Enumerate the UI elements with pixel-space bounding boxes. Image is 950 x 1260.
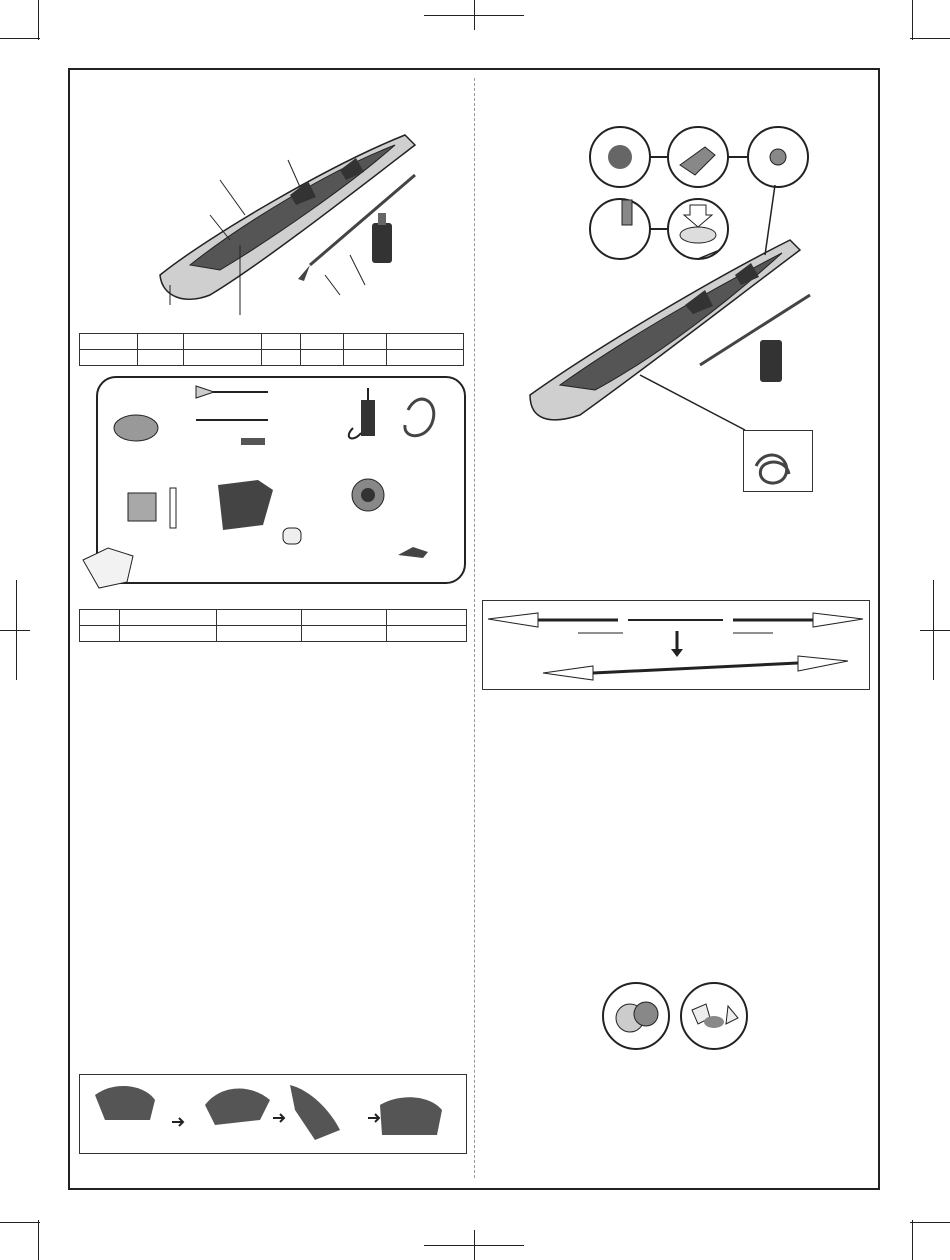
kayak-overview-figure <box>150 125 440 325</box>
crop-mark-tl-v <box>38 0 39 40</box>
crop-mark-bl-h <box>0 1222 40 1223</box>
crop-mark-br-h <box>910 1222 950 1223</box>
crop-mark-right-mid-h <box>920 630 950 631</box>
crop-mark-tl-h <box>0 38 40 39</box>
crop-mark-tr-h <box>910 38 950 39</box>
crop-mark-left-mid-h <box>0 630 30 631</box>
crop-mark-tr-v <box>912 0 913 40</box>
table-row <box>80 626 467 642</box>
crop-mark-bl-v <box>38 1220 39 1260</box>
table-row <box>80 610 467 626</box>
tow-rope-icon <box>748 436 808 486</box>
crop-mark-bottom-center-h <box>424 1245 524 1246</box>
spec-table-2 <box>79 609 467 642</box>
package-contents-figure <box>78 380 468 590</box>
crop-mark-top-center-h <box>424 15 524 16</box>
column-divider <box>474 78 475 1178</box>
paddle-assembly-figure <box>483 601 869 689</box>
valve-closure-figure <box>600 980 750 1052</box>
table-row <box>80 334 464 350</box>
spec-table-1 <box>79 333 464 366</box>
fin-installation-figure <box>80 1075 466 1153</box>
crop-mark-br-v <box>912 1220 913 1260</box>
table-row <box>80 350 464 366</box>
